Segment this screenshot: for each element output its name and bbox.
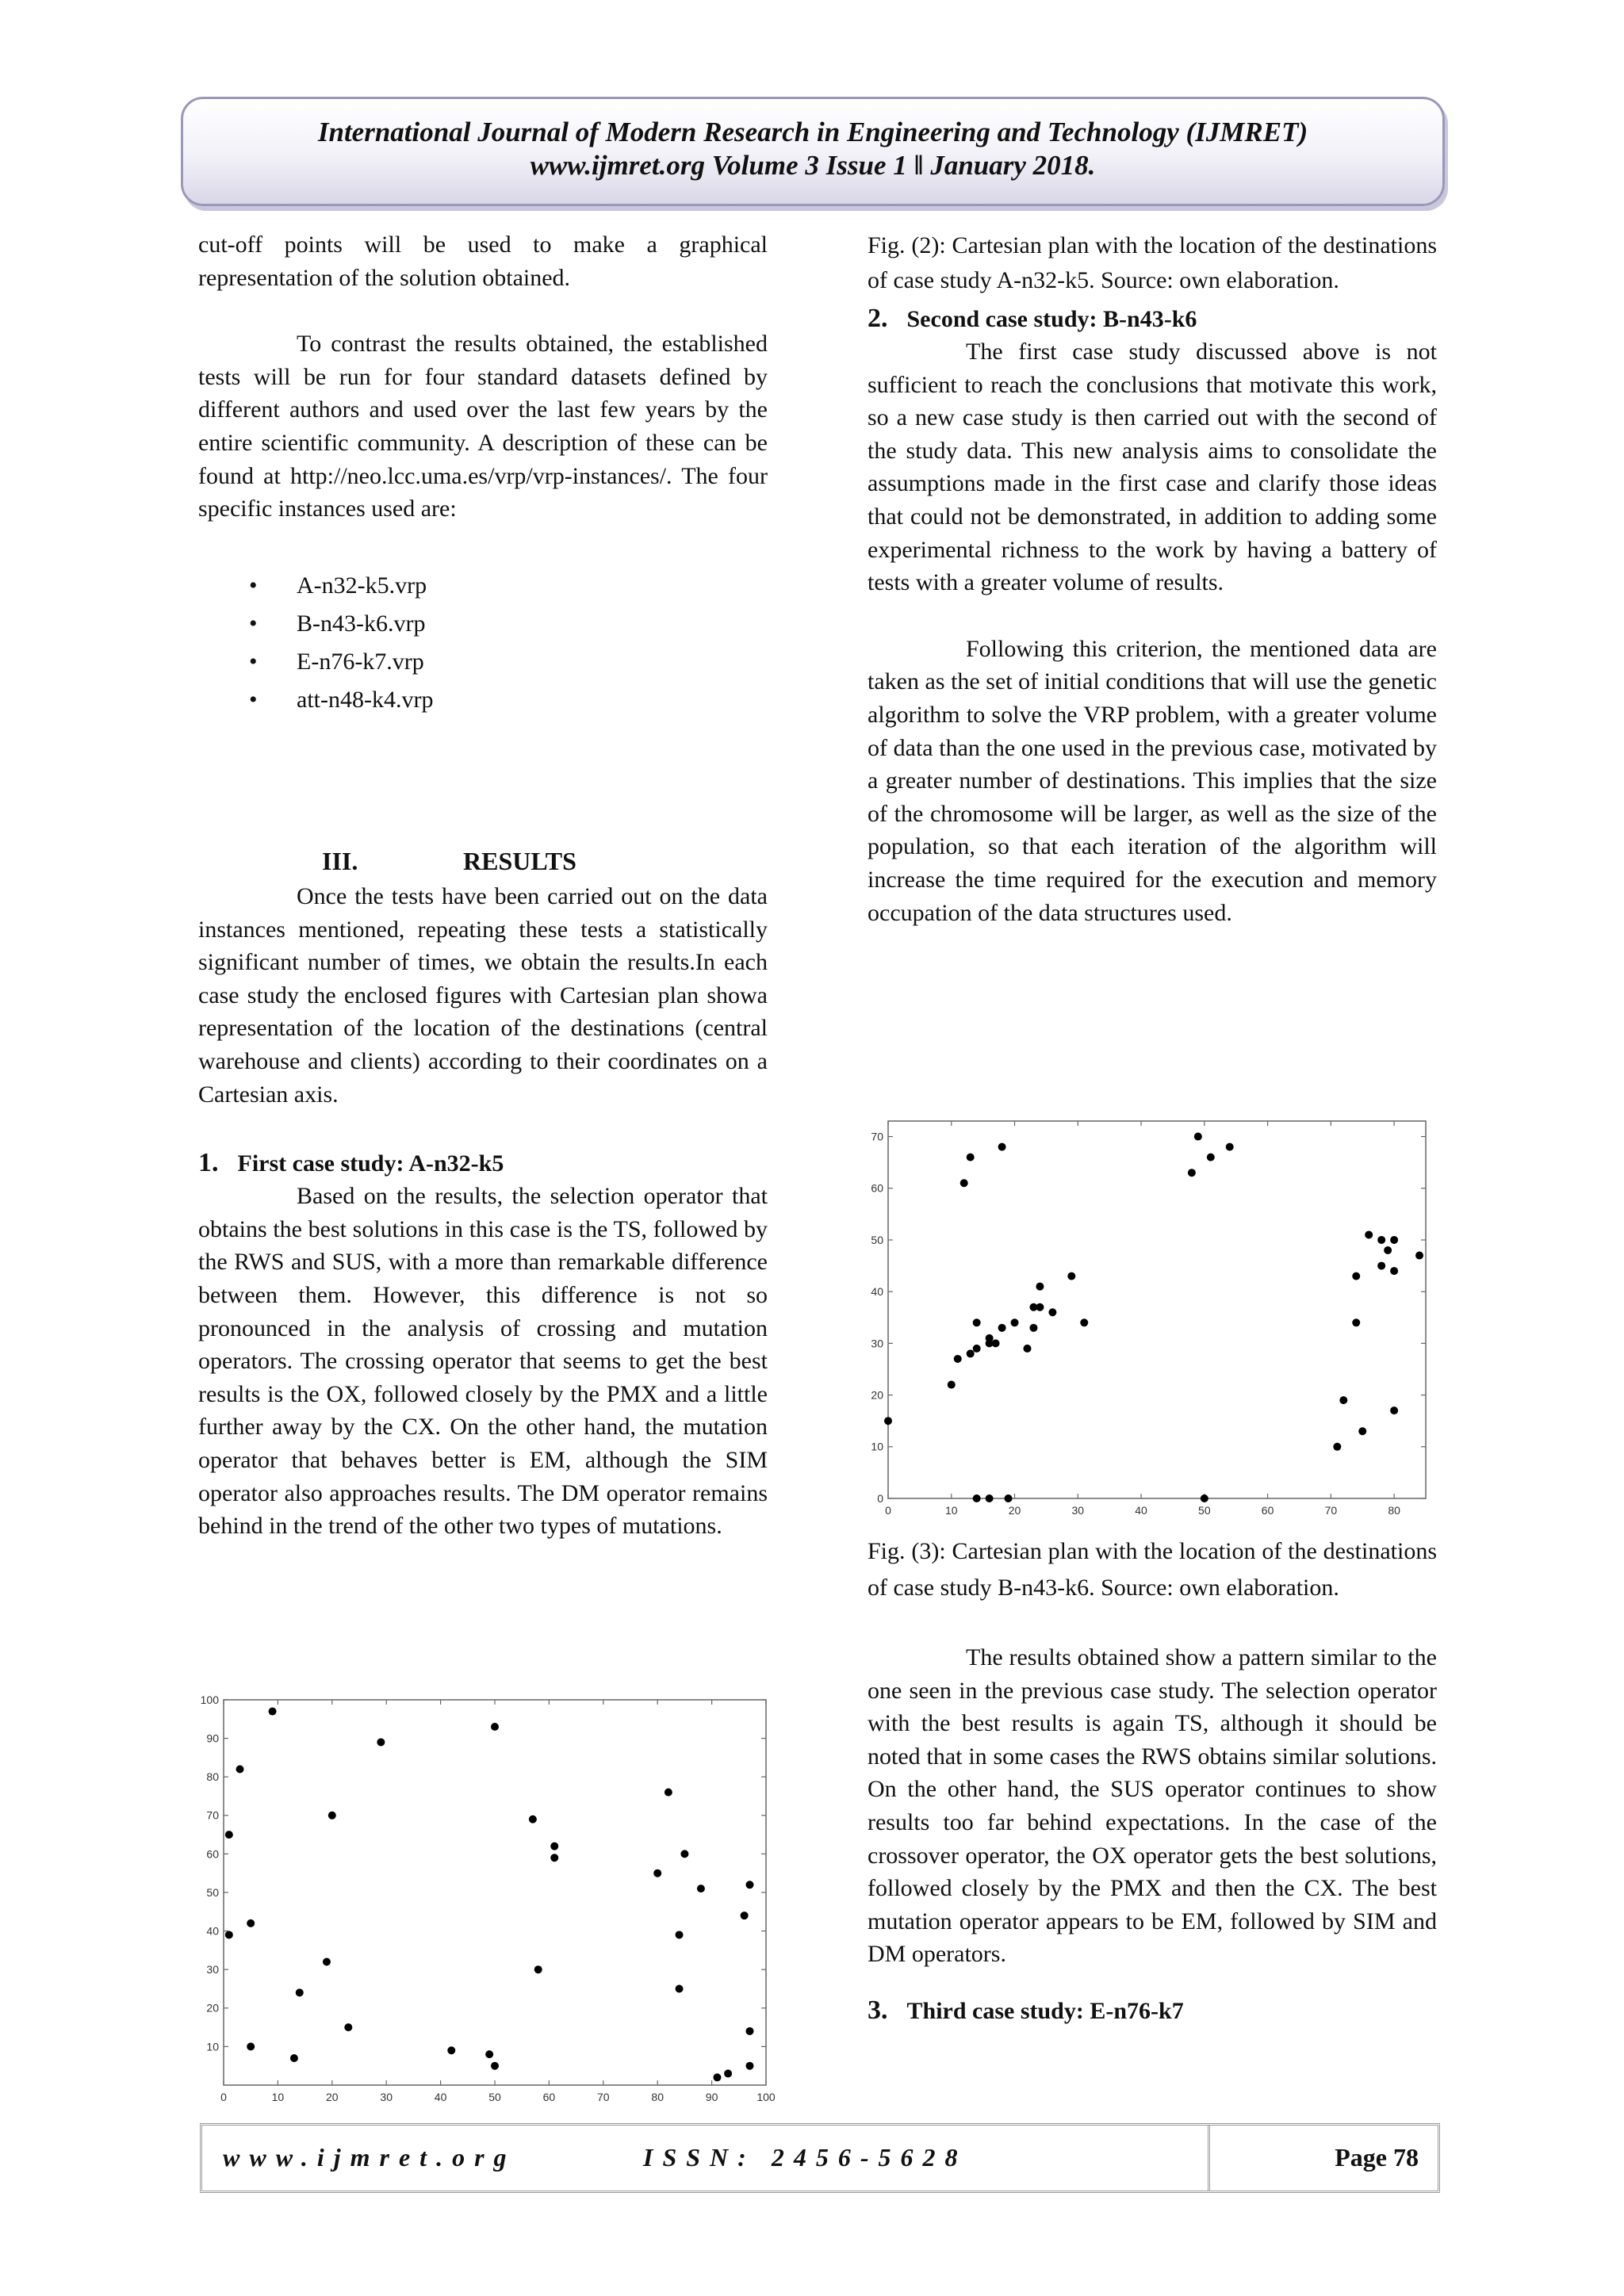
- data-point: [236, 1765, 244, 1773]
- data-point: [247, 1919, 255, 1927]
- y-tick-label: 20: [206, 2001, 219, 2015]
- x-tick-label: 30: [380, 2091, 393, 2103]
- data-point: [992, 1339, 1000, 1347]
- data-point: [745, 2027, 753, 2035]
- data-point: [960, 1179, 968, 1187]
- x-tick-label: 0: [220, 2091, 227, 2103]
- x-tick-label: 80: [1388, 1504, 1400, 1517]
- data-point: [225, 1831, 233, 1839]
- data-point: [967, 1349, 975, 1357]
- data-point: [884, 1417, 892, 1425]
- list-item: • A-n32-k5.vrp: [198, 567, 768, 605]
- plot-frame: [888, 1121, 1426, 1498]
- data-point: [344, 2023, 352, 2031]
- case-number: 1.: [198, 1148, 219, 1178]
- x-tick-label: 80: [651, 2091, 664, 2103]
- left-column-results: [198, 880, 768, 1543]
- data-point: [998, 1143, 1006, 1151]
- data-point: [1390, 1267, 1398, 1275]
- data-point: [676, 1931, 684, 1938]
- x-tick-label: 50: [1198, 1504, 1211, 1517]
- list-item: • B-n43-k6.vrp: [198, 605, 768, 643]
- paragraph: Based on the results, the selection operator that obtains the best solutions in this case is the TS, followed by the RWS and SUS, with a more than remarkable difference between them. However, this difference is not so pronounced in the analysis of crossing and mutation operators. The crossing operator that seems to get the best results is the OX, followed closely by the PMX and a little further away by the CX. On the other hand, the mutation operator that behaves better is EM, although the SIM operator also approaches results. The DM operator remains behind in the trend of the other two types of mutations.: [198, 1183, 768, 1540]
- data-point: [1011, 1318, 1019, 1326]
- instance-list: [198, 567, 768, 719]
- data-point: [1352, 1272, 1360, 1280]
- y-tick-label: 30: [206, 1963, 219, 1976]
- paragraph: The results obtained show a pattern similar to the one seen in the previous case study. The selection operator with the best results is again TS, although it should be noted that in some cases the RWS obtains similar solutions. On the other hand, the SUS operator continues to show results too far behind expectations. In the case of the crossover operator, the OX operator gets the best solutions, followed closely by the PMX and then the CX. The best mutation operator appears to be EM, followed by SIM and DM operators.: [868, 1644, 1437, 1968]
- data-point: [328, 1812, 336, 1820]
- section-title: RESULTS: [463, 847, 576, 875]
- data-point: [697, 1885, 705, 1892]
- x-tick-label: 70: [1324, 1504, 1338, 1517]
- list-item: • E-n76-k7.vrp: [198, 643, 768, 681]
- case-title: Third case study: E-n76-k7: [906, 1997, 1184, 2024]
- y-tick-label: 10: [871, 1440, 883, 1453]
- left-column-top: [198, 228, 768, 719]
- data-point: [290, 2054, 298, 2062]
- data-point: [550, 1843, 558, 1850]
- x-tick-label: 60: [542, 2091, 556, 2103]
- data-point: [745, 1881, 753, 1888]
- data-point: [1333, 1443, 1341, 1451]
- data-point: [1384, 1246, 1392, 1254]
- data-point: [269, 1708, 277, 1716]
- section-number: III.: [322, 847, 358, 875]
- data-point: [1194, 1133, 1202, 1141]
- data-point: [323, 1957, 331, 1965]
- page-number: Page 78: [1335, 2143, 1419, 2172]
- data-point: [1201, 1494, 1208, 1502]
- data-point: [973, 1318, 981, 1326]
- x-tick-label: 100: [756, 2091, 776, 2103]
- data-point: [948, 1381, 956, 1389]
- case-heading: [198, 1147, 768, 1180]
- y-tick-label: 60: [871, 1181, 883, 1195]
- footer-issn: ISSN: 2456-5628: [643, 2143, 967, 2172]
- y-tick-label: 90: [206, 1732, 219, 1745]
- case-number: 3.: [868, 1995, 888, 2025]
- x-tick-label: 50: [488, 2091, 501, 2103]
- y-tick-label: 60: [206, 1847, 219, 1861]
- data-point: [680, 1850, 688, 1858]
- data-point: [1352, 1318, 1360, 1326]
- paragraph: cut-off points will be used to make a graphical representation of the solution obtained.: [198, 232, 768, 291]
- data-point: [534, 1965, 542, 1973]
- y-tick-label: 10: [206, 2040, 219, 2053]
- y-tick-label: 20: [871, 1388, 883, 1402]
- data-point: [1390, 1406, 1398, 1414]
- x-tick-label: 0: [885, 1504, 891, 1517]
- data-point: [1005, 1494, 1013, 1502]
- data-point: [1080, 1318, 1088, 1326]
- y-tick-label: 40: [206, 1924, 219, 1938]
- journal-header: [181, 97, 1445, 206]
- paragraph: To contrast the results obtained, the established tests will be run for four standard datasets defined by different authors and used over the last few years by the entire scientific community. A description of these can be found at http://neo.lcc.uma.es/vrp/vrp-instances/. The four specific instances used are:: [198, 331, 768, 522]
- journal-title: International Journal of Modern Research in Engineering and Technology (IJMRET): [317, 117, 1308, 147]
- x-tick-label: 90: [705, 2091, 718, 2103]
- data-point: [1029, 1324, 1037, 1332]
- data-point: [1023, 1345, 1031, 1353]
- x-tick-label: 70: [597, 2091, 610, 2103]
- data-point: [1188, 1169, 1196, 1177]
- footer-url: www.ijmret.org: [223, 2143, 516, 2172]
- figure-2-scatter: [189, 1681, 776, 2109]
- data-point: [653, 1869, 661, 1877]
- paragraph: Once the tests have been carried out on the data instances mentioned, repeating these tests a statistically significant number of times, we obtain the results.In each case study the enclosed figures with Cartesian plan showa representation of the location of the destinations (central warehouse and clients) according to their coordinates on a Cartesian axis.: [198, 883, 768, 1108]
- plot-frame: [224, 1700, 766, 2085]
- data-point: [1358, 1427, 1366, 1435]
- data-point: [967, 1154, 975, 1161]
- data-point: [1390, 1236, 1398, 1244]
- data-point: [1226, 1143, 1234, 1151]
- data-point: [1377, 1262, 1385, 1270]
- data-point: [741, 1911, 749, 1919]
- case-title: Second case study: B-n43-k6: [906, 306, 1197, 332]
- data-point: [1036, 1283, 1044, 1291]
- x-tick-label: 40: [434, 2091, 447, 2103]
- data-point: [998, 1324, 1006, 1332]
- data-point: [447, 2046, 455, 2054]
- x-tick-label: 10: [944, 1504, 958, 1517]
- figure-3-caption: Fig. (3): Cartesian plan with the location of the destinations of case study B-n43-k6. Source: own elaboration.: [868, 1538, 1437, 1601]
- data-point: [225, 1931, 233, 1938]
- data-point: [1067, 1272, 1075, 1280]
- data-point: [954, 1355, 962, 1363]
- paragraph: The first case study discussed above is not sufficient to reach the conclusions that motivate this work, so a new case study is then carried out with the second of the study data. This new analysis aims to consolidate the assumptions made in the first case and clarify those ideas that could not be demonstrated, in addition to adding some experimental richness to the work by having a battery of tests with a greater volume of results.: [868, 339, 1437, 596]
- data-point: [1365, 1230, 1373, 1238]
- y-tick-label: 50: [871, 1233, 883, 1246]
- data-point: [1377, 1236, 1385, 1244]
- x-tick-label: 60: [1261, 1504, 1274, 1517]
- y-tick-label: 100: [200, 1693, 219, 1706]
- y-tick-label: 70: [871, 1130, 883, 1143]
- case-title: First case study: A-n32-k5: [237, 1150, 504, 1177]
- data-point: [1048, 1308, 1056, 1316]
- data-point: [296, 1988, 304, 1996]
- case-heading: [868, 303, 1437, 335]
- data-point: [377, 1738, 385, 1746]
- data-point: [491, 2062, 499, 2070]
- figure-2-caption: Fig. (2): Cartesian plan with the location of the destinations of case study A-n32-k5. Source: own elaboration.: [868, 232, 1437, 293]
- x-tick-label: 10: [271, 2091, 285, 2103]
- data-point: [1415, 1252, 1423, 1260]
- y-tick-label: 70: [206, 1808, 219, 1822]
- y-tick-label: 0: [877, 1491, 883, 1505]
- x-tick-label: 20: [326, 2091, 339, 2103]
- x-tick-label: 20: [1008, 1504, 1021, 1517]
- data-point: [247, 2042, 255, 2050]
- y-tick-label: 50: [206, 1885, 219, 1899]
- case-heading: [868, 1995, 1437, 2027]
- y-tick-label: 80: [206, 1770, 219, 1784]
- data-point: [485, 2050, 493, 2058]
- data-point: [986, 1494, 994, 1502]
- right-column-lower: [868, 1533, 1437, 2027]
- data-point: [1339, 1396, 1347, 1404]
- data-point: [973, 1494, 981, 1502]
- page-footer: [200, 2123, 1440, 2193]
- x-tick-label: 40: [1135, 1504, 1147, 1517]
- data-point: [713, 2073, 721, 2081]
- y-tick-label: 40: [871, 1285, 883, 1299]
- data-point: [745, 2062, 753, 2070]
- data-point: [1036, 1303, 1044, 1311]
- data-point: [529, 1816, 537, 1823]
- data-point: [973, 1345, 981, 1353]
- data-point: [491, 1723, 499, 1731]
- data-point: [676, 1985, 684, 1993]
- right-column-top: [868, 228, 1437, 929]
- paragraph: Following this criterion, the mentioned data are taken as the set of initial conditions that will use the genetic algorithm to solve the VRP problem, with a greater volume of data than the one used in the previous case, motivated by a greater number of destinations. This implies that the size of the chromosome will be larger, as well as the size of the population, so that each iteration of the algorithm will increase the time required for the execution and memory occupation of the data structures used.: [868, 635, 1437, 926]
- data-point: [724, 2069, 732, 2077]
- footer-left-cell: [202, 2126, 1210, 2191]
- figure-3-scatter: [869, 1108, 1440, 1521]
- data-point: [550, 1854, 558, 1862]
- y-tick-label: 30: [871, 1337, 883, 1350]
- data-point: [1207, 1154, 1215, 1161]
- x-tick-label: 30: [1071, 1504, 1085, 1517]
- list-item: • att-n48-k4.vrp: [198, 681, 768, 719]
- data-point: [665, 1789, 672, 1797]
- case-number: 2.: [868, 304, 888, 333]
- journal-issue-line: www.ijmret.org Volume 3 Issue 1 ǁ January 2018.: [530, 150, 1096, 181]
